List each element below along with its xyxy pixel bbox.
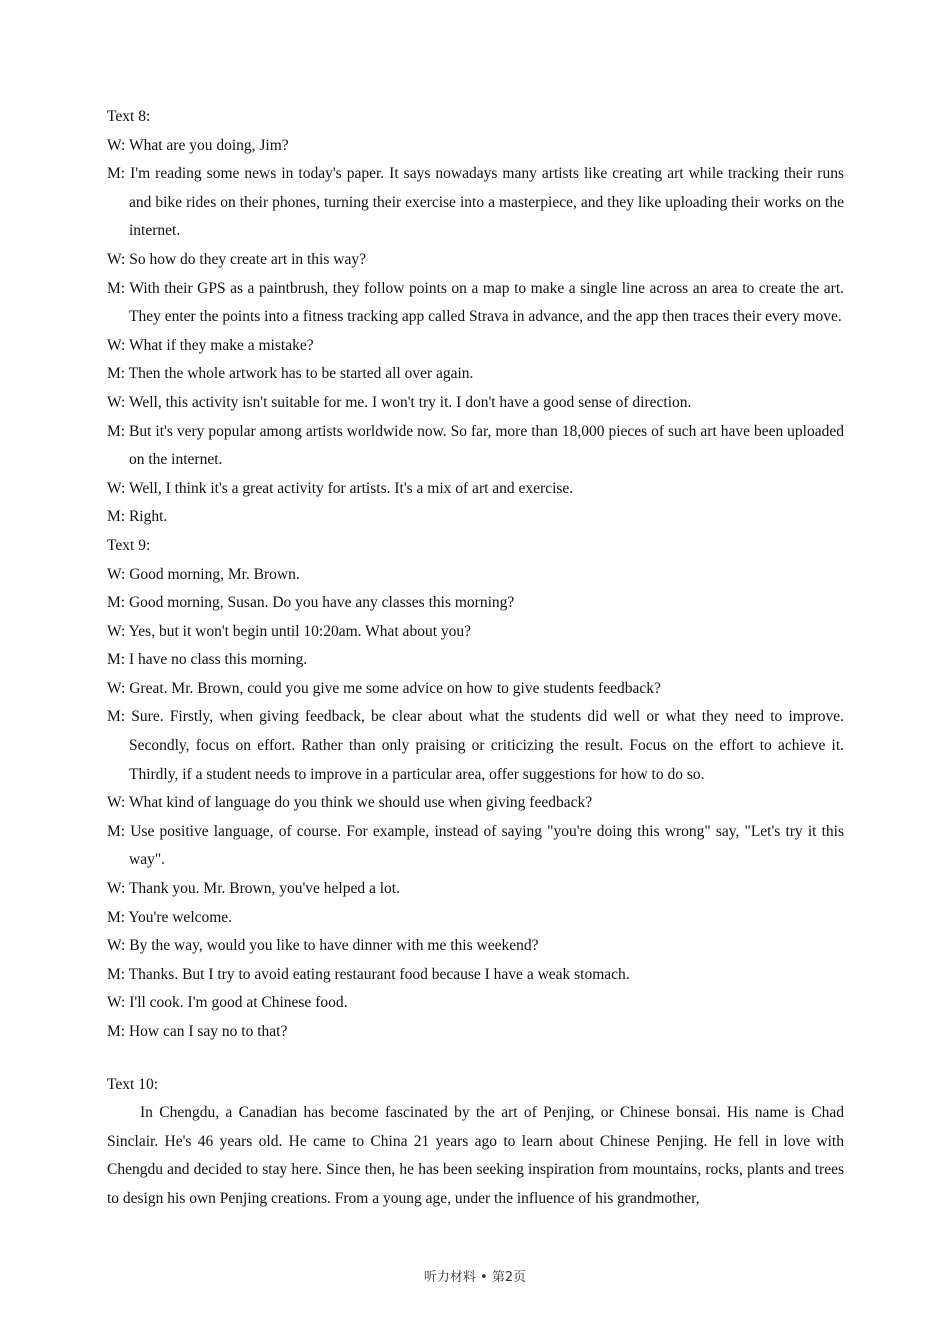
section-spacer <box>107 1047 844 1071</box>
page-footer: 听力材料 • 第2页 <box>423 1270 527 1285</box>
dialogue-line: W: Yes, but it won't begin until 10:20am. What about you? <box>107 622 472 640</box>
section-heading-text-8: Text 8: <box>107 108 151 125</box>
section-heading-text-9: Text 9: <box>107 536 151 554</box>
dialogue-line: W: Well, I think it's a great activity for artists. It's a mix of art and exercise. <box>107 479 574 497</box>
monologue-paragraph: In Chengdu, a Canadian has become fascinated by the art of Penjing, or Chinese bonsai. His name is Chad Sinclair. He's 46 years old. He came to China 21 years ago to learn about Chinese Penjing. He fell in love with Chengdu and decided to stay here. Since then, he has been seeking inspiration from mountains, rocks, plants and trees to design his own Penjing creations. From a young age, under the influence of his grandmother, <box>107 1104 844 1207</box>
dialogue-line: W: What kind of language do you think we should use when giving feedback? <box>107 794 593 812</box>
dialogue-line: W: So how do they create art in this way? <box>107 250 366 268</box>
dialogue-line: W: What if they make a mistake? <box>107 336 314 354</box>
dialogue-line: M: But it's very popular among artists worldwide now. So far, more than 18,000 pieces of such art have been uploaded on the internet. <box>107 422 844 469</box>
section-heading-text-10: Text 10: <box>107 1075 159 1093</box>
dialogue-line: W: I'll cook. I'm good at Chinese food. <box>107 994 348 1012</box>
dialogue-line: M: Sure. Firstly, when giving feedback, be clear about what the students did well or what they need to improve. Secondly, focus on effort. Rather than only praising or criticizing the result. Focus on the effort to achieve it. Thirdly, if a student needs to improve in a particular area, offer suggestions for how to do so. <box>107 708 844 783</box>
dialogue-line: M: You're welcome. <box>107 908 233 926</box>
dialogue-line: M: Right. <box>107 508 168 526</box>
dialogue-line: M: How can I say no to that? <box>107 1023 288 1040</box>
dialogue-line: M: I have no class this morning. <box>107 651 308 669</box>
dialogue-line: M: I'm reading some news in today's paper. It says nowadays many artists like creating art while tracking their runs and bike rides on their phones, turning their exercise into a masterpiece, and they like uploading their works on the internet. <box>107 165 844 240</box>
dialogue-line: M: Use positive language, of course. For example, instead of saying "you're doing this wrong" say, "Let's try it this way". <box>107 822 844 869</box>
dialogue-line: W: Good morning, Mr. Brown. <box>107 565 300 583</box>
dialogue-line: W: By the way, would you like to have dinner with me this weekend? <box>107 937 539 955</box>
dialogue-line: M: Thanks. But I try to avoid eating restaurant food because I have a weak stomach. <box>107 965 630 983</box>
dialogue-line: M: Then the whole artwork has to be started all over again. <box>107 365 474 383</box>
dialogue-line: M: With their GPS as a paintbrush, they follow points on a map to make a single line across an area to create the art. They enter the points into a fitness tracking app called Strava in advance, and the app then traces their every move. <box>107 279 844 326</box>
dialogue-line: W: Well, this activity isn't suitable for me. I won't try it. I don't have a good sense of direction. <box>107 393 692 411</box>
dialogue-line: W: Thank you. Mr. Brown, you've helped a lot. <box>107 880 400 898</box>
dialogue-line: W: What are you doing, Jim? <box>107 136 289 154</box>
dialogue-line: M: Good morning, Susan. Do you have any classes this morning? <box>107 594 515 612</box>
transcript-body <box>107 103 844 1214</box>
dialogue-line: W: Great. Mr. Brown, could you give me some advice on how to give students feedback? <box>107 679 661 697</box>
